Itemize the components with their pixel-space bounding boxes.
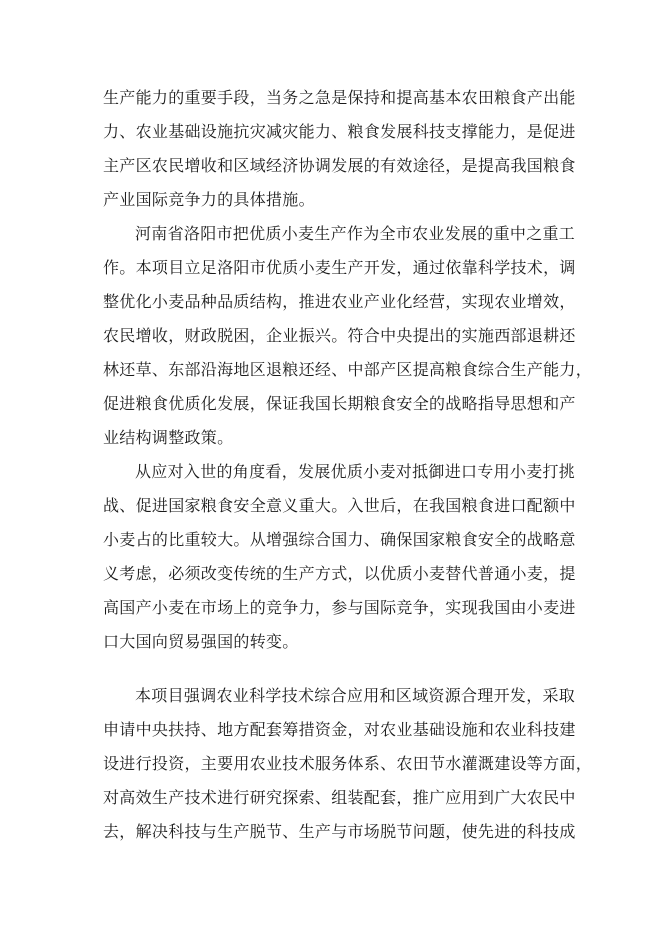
text-line: 申请中央扶持、地方配套筹措资金，对农业基础设施和农业科技建 — [103, 720, 576, 739]
text-line: 生产能力的重要手段，当务之急是保持和提高基本农田粮食产出能 — [103, 88, 576, 107]
text-line: 力、农业基础设施抗灾减灾能力、粮食发展科技支撑能力，是促进 — [103, 122, 576, 141]
text-line: 战、促进国家粮食安全意义重大。入世后，在我国粮食进口配额中 — [103, 496, 576, 515]
text-line: 小麦占的比重较大。从增强综合国力、确保国家粮食安全的战略意 — [103, 530, 576, 549]
text-line: 整优化小麦品种品质结构，推进农业产业化经营，实现农业增效， — [103, 292, 576, 311]
text-line: 设进行投资，主要用农业技术服务体系、农田节水灌溉建设等方面， — [103, 754, 593, 773]
paragraph-first-line: 河南省洛阳市把优质小麦生产作为全市农业发展的重中之重工 — [135, 224, 576, 243]
text-line: 农民增收，财政脱困，企业振兴。符合中央提出的实施西部退耕还 — [103, 326, 576, 345]
text-line: 作。本项目立足洛阳市优质小麦生产开发，通过依靠科学技术，调 — [103, 258, 576, 277]
text-line: 义考虑，必须改变传统的生产方式，以优质小麦替代普通小麦，提 — [103, 564, 576, 583]
paragraph-first-line: 本项目强调农业科学技术综合应用和区域资源合理开发，采取 — [135, 686, 576, 705]
text-line: 高国产小麦在市场上的竞争力，参与国际竞争，实现我国由小麦进 — [103, 598, 576, 617]
text-line: 林还草、东部沿海地区退粮还经、中部产区提高粮食综合生产能力， — [103, 360, 593, 379]
text-line: 促进粮食优质化发展，保证我国长期粮食安全的战略指导思想和产 — [103, 394, 576, 413]
text-line: 去，解决科技与生产脱节、生产与市场脱节问题，使先进的科技成 — [103, 822, 576, 841]
paragraph-first-line: 从应对入世的角度看，发展优质小麦对抵御进口专用小麦打挑 — [135, 462, 576, 481]
text-line: 产业国际竞争力的具体措施。 — [103, 190, 315, 209]
text-line: 主产区农民增收和区域经济协调发展的有效途径，是提高我国粮食 — [103, 156, 576, 175]
text-line: 业结构调整政策。 — [103, 428, 234, 447]
text-line: 对高效生产技术进行研究探索、组装配套，推广应用到广大农民中 — [103, 788, 576, 807]
text-line: 口大国向贸易强国的转变。 — [103, 632, 299, 651]
